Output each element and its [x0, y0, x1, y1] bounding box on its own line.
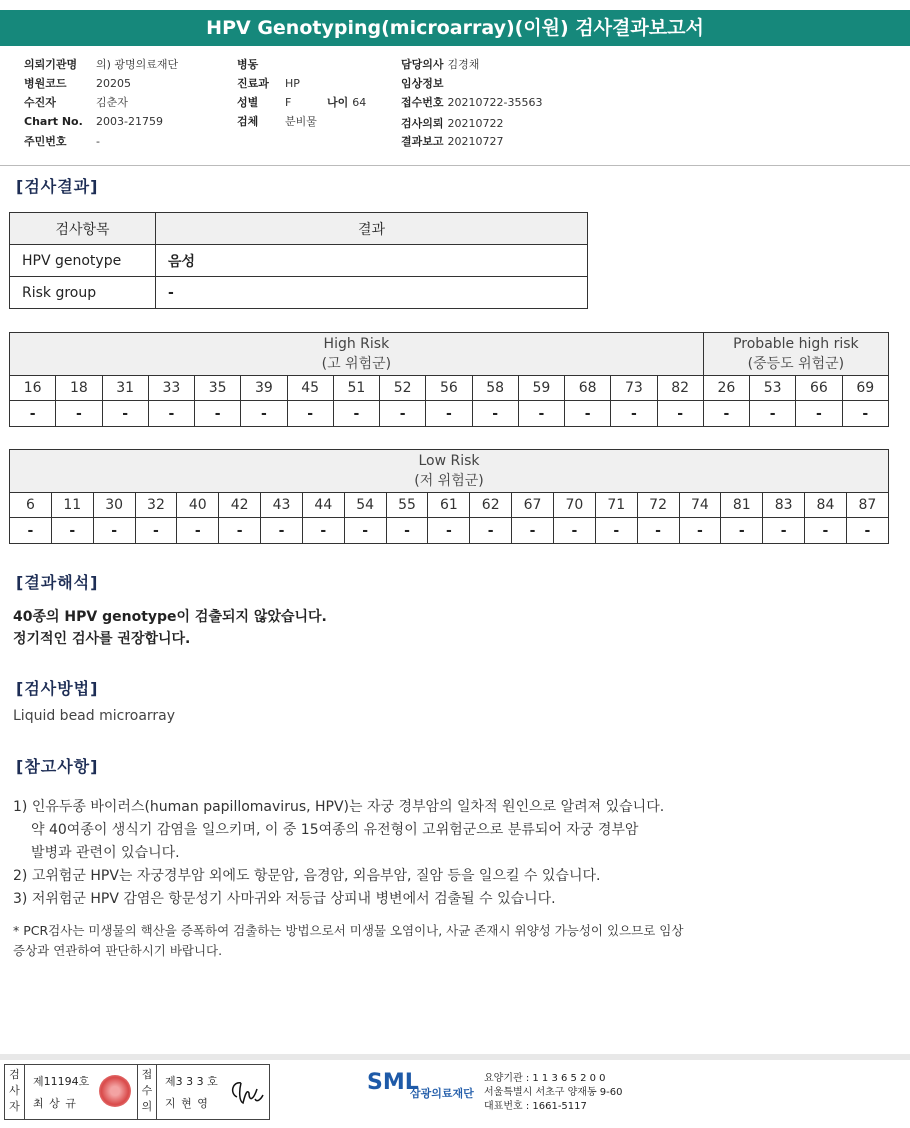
- low-risk-result: -: [386, 518, 428, 544]
- low-risk-type: 43: [261, 493, 303, 518]
- info-specimen: 검체 분비물: [237, 115, 317, 128]
- stamp-label-receiver: 접 수 의: [137, 1065, 157, 1119]
- low-risk-result: -: [51, 518, 93, 544]
- low-risk-result: -: [261, 518, 303, 544]
- interpretation-text: 40종의 HPV genotype이 검출되지 않았습니다. 정기적인 검사를 권장합니다.: [13, 609, 327, 647]
- info-request-date: 검사의뢰 20210722: [401, 117, 504, 130]
- low-risk-result: -: [637, 518, 679, 544]
- org-address: 요양기관 : 1 1 3 6 5 2 0 0 서울특별시 서초구 양재동 9-60 대표번호 : 1661-5117: [484, 1073, 623, 1112]
- header-item: 검사항목: [10, 213, 156, 245]
- low-risk-title: Low Risk (저 위험군): [10, 450, 889, 493]
- method-text: Liquid bead microarray: [13, 708, 176, 724]
- low-risk-type: 42: [219, 493, 261, 518]
- high-risk-result: -: [657, 401, 703, 427]
- low-risk-type: 62: [470, 493, 512, 518]
- list-item: 2) 고위험군 HPV는 자궁경부암 외에도 항문암, 음경암, 외음부암, 질암 등을 일으킬 수 있습니다.: [13, 868, 601, 884]
- low-risk-result: -: [219, 518, 261, 544]
- high-risk-result: -: [333, 401, 379, 427]
- receiver-name: 지 현 영: [165, 1097, 209, 1110]
- pcr-note: * PCR검사는 미생물의 핵산을 증폭하여 검출하는 방법으로서 미생물 오염이나, 사균 존재시 위양성 가능성이 있으므로 임상 증상과 연관하여 판단하시기 바랍니다.: [13, 923, 684, 958]
- low-risk-type: 6: [10, 493, 52, 518]
- signature-box: [4, 1064, 270, 1120]
- probable-risk-type: 66: [796, 376, 842, 401]
- info-patient-name: 수진자 김춘자: [24, 96, 128, 109]
- high-risk-type: 16: [10, 376, 56, 401]
- high-risk-type: 58: [472, 376, 518, 401]
- section-reference-heading: [참고사항]: [16, 757, 99, 776]
- header-result: 결과: [156, 213, 588, 245]
- high-risk-result: -: [380, 401, 426, 427]
- high-risk-type: 39: [241, 376, 287, 401]
- high-risk-type: 18: [56, 376, 102, 401]
- high-risk-result: -: [518, 401, 564, 427]
- high-risk-result: -: [241, 401, 287, 427]
- probable-risk-type: 26: [703, 376, 749, 401]
- high-risk-type: 51: [333, 376, 379, 401]
- tester-license: 제11194호: [33, 1075, 90, 1088]
- low-risk-type: 54: [344, 493, 386, 518]
- row-result: -: [156, 277, 588, 309]
- section-method-heading: [검사방법]: [16, 679, 99, 698]
- high-risk-result: -: [195, 401, 241, 427]
- low-risk-type: 71: [595, 493, 637, 518]
- row-item: Risk group: [10, 277, 156, 309]
- low-risk-result: -: [470, 518, 512, 544]
- list-item: 3) 저위험군 HPV 감염은 항문성기 사마귀와 저등급 상피내 병변에서 검출될 수 있습니다.: [13, 891, 556, 907]
- high-risk-result: -: [102, 401, 148, 427]
- low-risk-result: -: [595, 518, 637, 544]
- info-doctor: 담당의사 김경채: [401, 58, 480, 71]
- low-risk-table: [9, 449, 889, 544]
- low-risk-type: 87: [846, 493, 888, 518]
- high-risk-type: 56: [426, 376, 472, 401]
- seal-stamp-icon: [99, 1075, 131, 1107]
- divider: [0, 165, 910, 166]
- high-risk-type: 35: [195, 376, 241, 401]
- info-department: 진료과 HP: [237, 77, 300, 90]
- low-risk-type: 81: [721, 493, 763, 518]
- high-risk-result: -: [565, 401, 611, 427]
- low-risk-result: -: [763, 518, 805, 544]
- high-risk-type: 73: [611, 376, 657, 401]
- high-risk-type: 68: [565, 376, 611, 401]
- high-risk-type: 52: [380, 376, 426, 401]
- signature-icon: [227, 1075, 265, 1109]
- low-risk-type: 11: [51, 493, 93, 518]
- high-risk-title: High Risk (고 위험군): [10, 333, 704, 376]
- low-risk-result: -: [302, 518, 344, 544]
- low-risk-result: -: [344, 518, 386, 544]
- low-risk-result: -: [512, 518, 554, 544]
- sml-logo: SML: [367, 1070, 419, 1095]
- low-risk-result: -: [721, 518, 763, 544]
- reference-list: [13, 796, 664, 911]
- high-risk-result: -: [148, 401, 194, 427]
- info-sex: 성별 F: [237, 96, 292, 109]
- low-risk-result: -: [10, 518, 52, 544]
- probable-risk-title: Probable high risk (중등도 위험군): [703, 333, 888, 376]
- probable-risk-result: -: [842, 401, 889, 427]
- tester-name: 최 상 규: [33, 1097, 77, 1110]
- high-risk-result: -: [611, 401, 657, 427]
- high-risk-table: [9, 332, 889, 427]
- row-item: HPV genotype: [10, 245, 156, 277]
- section-interpretation-heading: [결과해석]: [16, 573, 99, 592]
- low-risk-result: -: [846, 518, 888, 544]
- table-row: [10, 277, 588, 309]
- low-risk-result: -: [93, 518, 135, 544]
- list-item: 발병과 관련이 있습니다.: [31, 845, 180, 861]
- high-risk-result: -: [426, 401, 472, 427]
- high-risk-result: -: [56, 401, 102, 427]
- info-clinical: 임상정보: [401, 77, 444, 90]
- org-name: 삼광의료재단: [410, 1087, 474, 1100]
- low-risk-type: 84: [805, 493, 847, 518]
- high-risk-type: 82: [657, 376, 703, 401]
- low-risk-result: -: [177, 518, 219, 544]
- low-risk-result: -: [428, 518, 470, 544]
- high-risk-type: 45: [287, 376, 333, 401]
- info-ward: 병동: [237, 58, 259, 71]
- low-risk-type: 72: [637, 493, 679, 518]
- footer-divider: [0, 1054, 910, 1060]
- low-risk-type: 40: [177, 493, 219, 518]
- probable-risk-result: -: [703, 401, 749, 427]
- high-risk-result: -: [287, 401, 333, 427]
- high-risk-type: 31: [102, 376, 148, 401]
- stamp-label-tester: 검 사 자: [5, 1065, 25, 1119]
- low-risk-result: -: [135, 518, 177, 544]
- probable-risk-result: -: [750, 401, 796, 427]
- probable-risk-type: 53: [750, 376, 796, 401]
- report-title: HPV Genotyping(microarray)(이원) 검사결과보고서: [0, 10, 910, 46]
- low-risk-result: -: [553, 518, 595, 544]
- high-risk-type: 33: [148, 376, 194, 401]
- result-table: [9, 212, 588, 309]
- table-row: [10, 245, 588, 277]
- high-risk-type: 59: [518, 376, 564, 401]
- low-risk-type: 55: [386, 493, 428, 518]
- high-risk-result: -: [472, 401, 518, 427]
- info-chart-no: Chart No. 2003-21759: [24, 115, 163, 128]
- row-result: 음성: [156, 245, 588, 277]
- high-risk-result: -: [10, 401, 56, 427]
- probable-risk-type: 69: [842, 376, 889, 401]
- list-item: 약 40여종이 생식기 감염을 일으키며, 이 중 15여종의 유전형이 고위험군으로 분류되어 자궁 경부암: [31, 822, 639, 838]
- low-risk-result: -: [679, 518, 721, 544]
- low-risk-type: 74: [679, 493, 721, 518]
- info-resident-no: 주민번호 -: [24, 135, 100, 148]
- low-risk-type: 61: [428, 493, 470, 518]
- section-result-heading: [검사결과]: [16, 177, 99, 196]
- info-receipt-no: 접수번호 20210722-35563: [401, 96, 543, 109]
- low-risk-type: 32: [135, 493, 177, 518]
- info-hospital-code: 병원코드 20205: [24, 77, 131, 90]
- low-risk-type: 83: [763, 493, 805, 518]
- info-report-date: 결과보고 20210727: [401, 135, 504, 148]
- list-item: 1) 인유두종 바이러스(human papillomavirus, HPV)는 자궁 경부암의 일차적 원인으로 알려져 있습니다.: [13, 799, 665, 815]
- receiver-license: 제3 3 3 호: [165, 1075, 218, 1088]
- low-risk-type: 70: [553, 493, 595, 518]
- probable-risk-result: -: [796, 401, 842, 427]
- low-risk-result: -: [805, 518, 847, 544]
- low-risk-type: 67: [512, 493, 554, 518]
- low-risk-type: 44: [302, 493, 344, 518]
- info-institution: 의뢰기관명 의) 광명의료재단: [24, 58, 179, 71]
- low-risk-type: 30: [93, 493, 135, 518]
- info-age: 나이 64: [327, 96, 367, 109]
